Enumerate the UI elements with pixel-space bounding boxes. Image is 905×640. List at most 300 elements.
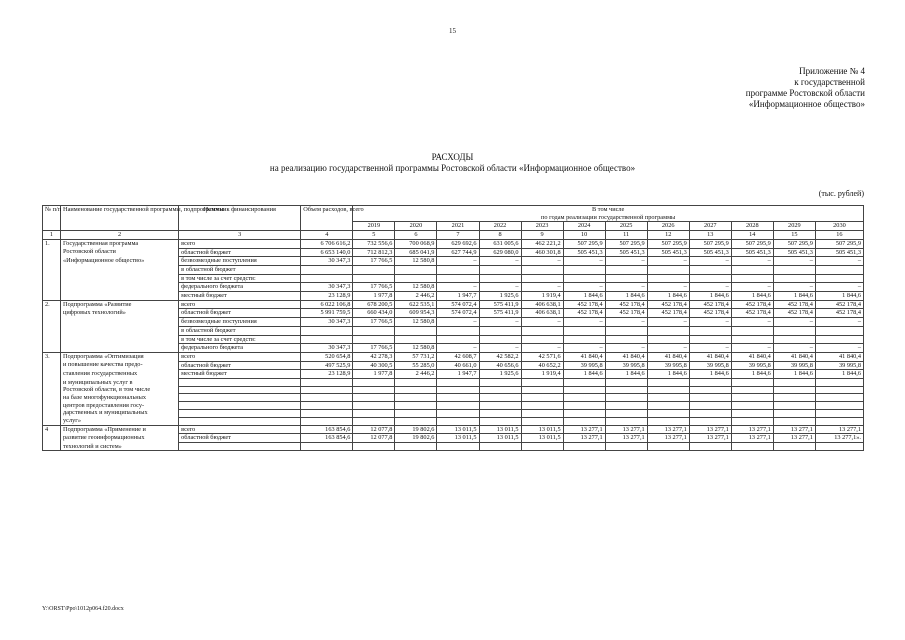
table-row <box>43 394 864 402</box>
year-value: 41 840,4 <box>773 352 815 361</box>
year-value: 42 571,6 <box>521 352 563 361</box>
year-value: – <box>773 283 815 292</box>
year-value: 732 556,6 <box>353 239 395 248</box>
year-value <box>353 386 395 394</box>
year-value: 507 295,9 <box>605 239 647 248</box>
year-header: 2030 <box>815 222 863 231</box>
year-header: 2029 <box>773 222 815 231</box>
funding-source: местный бюджет <box>179 292 301 301</box>
total-value: 6 022 106,8 <box>301 300 353 309</box>
table-row <box>43 417 864 425</box>
year-value: 13 277,1 <box>605 434 647 443</box>
year-value <box>815 417 863 425</box>
year-value <box>689 417 731 425</box>
total-value: 5 991 759,5 <box>301 309 353 318</box>
year-value <box>437 379 479 387</box>
year-value <box>479 409 521 417</box>
program-name: дарственных и муниципальных <box>61 409 179 417</box>
year-value: 13 011,5 <box>479 425 521 434</box>
year-value: 13 277,1 <box>689 434 731 443</box>
funding-source: в том числе за счет средств: <box>179 274 301 283</box>
year-value <box>773 335 815 344</box>
funding-source: всего <box>179 425 301 434</box>
year-value: 41 840,4 <box>689 352 731 361</box>
program-name: Государственная программа <box>61 239 179 248</box>
year-value <box>353 409 395 417</box>
column-index: 9 <box>521 231 563 240</box>
year-value <box>689 326 731 335</box>
year-value: – <box>647 344 689 353</box>
table-row <box>43 425 864 434</box>
row-number <box>43 394 61 402</box>
year-value <box>605 443 647 451</box>
year-value: 660 434,0 <box>353 309 395 318</box>
year-value: 712 812,3 <box>353 248 395 257</box>
row-number: 1. <box>43 239 61 248</box>
table-row <box>43 265 864 274</box>
year-value <box>479 326 521 335</box>
funding-source: областной бюджет <box>179 248 301 257</box>
column-index: 15 <box>773 231 815 240</box>
year-value: 460 301,8 <box>521 248 563 257</box>
table-row <box>43 239 864 248</box>
year-value: 452 178,4 <box>563 309 605 318</box>
year-value: 452 178,4 <box>647 300 689 309</box>
table-row <box>43 300 864 309</box>
year-value: 41 840,4 <box>563 352 605 361</box>
year-value: – <box>605 257 647 266</box>
program-name <box>61 283 179 292</box>
year-value <box>353 274 395 283</box>
total-value: 30 347,3 <box>301 344 353 353</box>
year-value <box>395 402 437 410</box>
program-name: услуг» <box>61 417 179 425</box>
expenses-table <box>42 205 864 451</box>
year-value: – <box>605 344 647 353</box>
year-value <box>479 265 521 274</box>
year-value: 41 840,4 <box>815 352 863 361</box>
year-value <box>689 335 731 344</box>
table-row <box>43 326 864 335</box>
year-value: – <box>437 257 479 266</box>
column-index: 4 <box>301 231 353 240</box>
header-source: Источник финансирования <box>179 206 301 231</box>
year-value: 452 178,4 <box>815 309 863 318</box>
program-name <box>61 274 179 283</box>
year-value: – <box>815 257 863 266</box>
year-value <box>731 274 773 283</box>
year-value <box>521 335 563 344</box>
units-label: (тыс. рублей) <box>818 189 864 198</box>
table-row <box>43 335 864 344</box>
year-value <box>689 409 731 417</box>
year-header: 2024 <box>563 222 605 231</box>
year-value: 39 995,8 <box>605 361 647 370</box>
year-value: 462 221,2 <box>521 239 563 248</box>
table-row <box>43 443 864 451</box>
year-value: 1 919,4 <box>521 370 563 379</box>
year-value: – <box>479 257 521 266</box>
year-value: – <box>521 344 563 353</box>
program-name: Ростовской области <box>61 248 179 257</box>
year-value <box>689 402 731 410</box>
year-value: 42 278,3 <box>353 352 395 361</box>
year-value: 452 178,4 <box>731 300 773 309</box>
year-value: 42 608,7 <box>437 352 479 361</box>
year-value: 1 844,6 <box>647 370 689 379</box>
funding-source: областной бюджет <box>179 309 301 318</box>
funding-source <box>179 417 301 425</box>
year-value <box>395 274 437 283</box>
year-header: 2023 <box>521 222 563 231</box>
year-value <box>479 443 521 451</box>
year-value <box>395 386 437 394</box>
year-value <box>521 265 563 274</box>
row-number <box>43 326 61 335</box>
row-number <box>43 292 61 301</box>
funding-source: всего <box>179 239 301 248</box>
funding-source: безвозмездные поступления <box>179 257 301 266</box>
table-row <box>43 386 864 394</box>
funding-source: в областной бюджет <box>179 326 301 335</box>
year-value <box>479 417 521 425</box>
year-value: 41 840,4 <box>605 352 647 361</box>
program-name <box>61 344 179 353</box>
year-value <box>647 386 689 394</box>
year-value: 12 580,8 <box>395 283 437 292</box>
year-value: – <box>521 318 563 327</box>
table-row <box>43 409 864 417</box>
appendix-line: Приложение № 4 <box>799 66 865 76</box>
table-row <box>43 344 864 353</box>
year-value: – <box>731 318 773 327</box>
year-value: – <box>437 283 479 292</box>
year-value <box>521 443 563 451</box>
year-value <box>563 386 605 394</box>
year-value: 505 451,3 <box>815 248 863 257</box>
row-number <box>43 370 61 379</box>
row-number <box>43 283 61 292</box>
year-value <box>521 402 563 410</box>
year-value: – <box>563 257 605 266</box>
year-value <box>437 274 479 283</box>
year-value: – <box>605 318 647 327</box>
row-number <box>43 344 61 353</box>
row-number: 2. <box>43 300 61 309</box>
funding-source: федерального бюджета <box>179 344 301 353</box>
program-name: цифровых технологий» <box>61 309 179 318</box>
year-value: 574 072,4 <box>437 300 479 309</box>
year-value: – <box>731 283 773 292</box>
year-value: 452 178,4 <box>731 309 773 318</box>
table-row <box>43 274 864 283</box>
funding-source: областной бюджет <box>179 361 301 370</box>
appendix-heading <box>690 66 865 110</box>
year-value <box>605 265 647 274</box>
header-name: Наименование государственной программы, подпрограммы <box>61 206 179 231</box>
total-value <box>301 326 353 335</box>
year-value: 452 178,4 <box>773 309 815 318</box>
column-index: 10 <box>563 231 605 240</box>
year-value <box>731 394 773 402</box>
year-value <box>605 394 647 402</box>
year-value <box>647 417 689 425</box>
funding-source <box>179 379 301 387</box>
year-value: – <box>815 318 863 327</box>
column-index: 13 <box>689 231 731 240</box>
year-value <box>437 417 479 425</box>
year-value: 1 947,7 <box>437 370 479 379</box>
header-num: № п/п <box>43 206 61 231</box>
year-value: 452 178,4 <box>647 309 689 318</box>
year-value: 1 844,6 <box>731 370 773 379</box>
table-row <box>43 257 864 266</box>
funding-source <box>179 386 301 394</box>
year-value: 13 277,1 <box>773 434 815 443</box>
year-value: 505 451,3 <box>605 248 647 257</box>
column-index: 12 <box>647 231 689 240</box>
table-row <box>43 402 864 410</box>
file-path-footer: Y:\ORST\Ppo\1012p064.f20.docx <box>42 606 124 612</box>
year-value: 575 411,9 <box>479 309 521 318</box>
year-value: 1 925,6 <box>479 292 521 301</box>
table-row <box>43 318 864 327</box>
funding-source: областной бюджет <box>179 434 301 443</box>
year-value <box>395 394 437 402</box>
program-name: развитие геоинформационных <box>61 434 179 443</box>
column-index: 11 <box>605 231 647 240</box>
year-value <box>521 417 563 425</box>
year-value <box>815 326 863 335</box>
year-value: 40 300,5 <box>353 361 395 370</box>
total-value: 30 347,3 <box>301 257 353 266</box>
year-value <box>773 326 815 335</box>
table-header <box>43 206 864 240</box>
year-value: 19 802,6 <box>395 425 437 434</box>
year-value: 12 580,8 <box>395 257 437 266</box>
year-value: 505 451,3 <box>689 248 731 257</box>
funding-source <box>179 402 301 410</box>
row-number <box>43 409 61 417</box>
program-name: Подпрограмма «Развитие <box>61 300 179 309</box>
row-number <box>43 318 61 327</box>
year-value: 1 844,6 <box>689 370 731 379</box>
year-value <box>815 443 863 451</box>
year-value <box>773 409 815 417</box>
year-value: 40 661,0 <box>437 361 479 370</box>
year-value <box>647 379 689 387</box>
total-value: 23 128,9 <box>301 292 353 301</box>
table-row <box>43 379 864 387</box>
table-row <box>43 434 864 443</box>
year-value: 17 766,5 <box>353 283 395 292</box>
year-value: – <box>605 283 647 292</box>
table-row <box>43 292 864 301</box>
year-value: 12 580,8 <box>395 344 437 353</box>
funding-source <box>179 409 301 417</box>
year-value: 13 277,1 <box>563 434 605 443</box>
year-value <box>647 335 689 344</box>
year-value <box>773 443 815 451</box>
row-number: 3. <box>43 352 61 361</box>
year-value <box>437 386 479 394</box>
year-value <box>605 417 647 425</box>
year-value <box>563 326 605 335</box>
year-value: 13 011,5 <box>479 434 521 443</box>
total-value: 163 854,6 <box>301 434 353 443</box>
year-value: 1 844,6 <box>563 370 605 379</box>
year-value <box>395 443 437 451</box>
total-value <box>301 274 353 283</box>
year-value <box>647 274 689 283</box>
year-value: 507 295,9 <box>731 239 773 248</box>
year-value <box>563 443 605 451</box>
year-value: 13 277,1 <box>647 434 689 443</box>
header-group-line1: В том числе <box>353 206 864 214</box>
program-name: технологий и систем» <box>61 443 179 451</box>
year-value: 452 178,4 <box>815 300 863 309</box>
year-value: – <box>521 283 563 292</box>
appendix-line: программе Ростовской области <box>745 88 865 98</box>
year-value: 1 844,6 <box>689 292 731 301</box>
year-value <box>605 335 647 344</box>
year-value: – <box>479 283 521 292</box>
year-value: 13 277,1 <box>563 425 605 434</box>
year-value <box>815 265 863 274</box>
year-value <box>353 402 395 410</box>
year-value: 1 844,6 <box>731 292 773 301</box>
program-name <box>61 292 179 301</box>
total-value: 30 347,3 <box>301 283 353 292</box>
year-value <box>647 402 689 410</box>
table-row <box>43 309 864 318</box>
total-value <box>301 379 353 387</box>
year-value: – <box>731 344 773 353</box>
year-value: 41 840,4 <box>731 352 773 361</box>
year-value <box>437 409 479 417</box>
year-value <box>731 409 773 417</box>
year-value <box>437 326 479 335</box>
row-number <box>43 434 61 443</box>
year-value <box>521 409 563 417</box>
year-value: 1 925,6 <box>479 370 521 379</box>
year-value: 13 277,1 <box>605 425 647 434</box>
program-name <box>61 265 179 274</box>
row-number <box>43 257 61 266</box>
year-value <box>563 409 605 417</box>
year-value: 452 178,4 <box>605 309 647 318</box>
total-value <box>301 394 353 402</box>
year-value: 57 731,2 <box>395 352 437 361</box>
year-value: 12 077,8 <box>353 434 395 443</box>
year-value: 629 080,0 <box>479 248 521 257</box>
year-value <box>563 394 605 402</box>
program-name <box>61 318 179 327</box>
year-value: 631 005,6 <box>479 239 521 248</box>
year-value: – <box>731 257 773 266</box>
year-value <box>773 274 815 283</box>
funding-source: в областной бюджет <box>179 265 301 274</box>
year-value: 622 535,1 <box>395 300 437 309</box>
year-value: – <box>437 318 479 327</box>
year-value <box>815 274 863 283</box>
year-value <box>395 265 437 274</box>
year-value: 13 277,1 <box>689 425 731 434</box>
year-value: 41 840,4 <box>647 352 689 361</box>
year-value <box>773 402 815 410</box>
year-value: 452 178,4 <box>773 300 815 309</box>
year-value: 40 656,6 <box>479 361 521 370</box>
column-index: 14 <box>731 231 773 240</box>
year-value: 507 295,9 <box>563 239 605 248</box>
program-name: и муниципальных услуг в <box>61 379 179 387</box>
funding-source: федерального бюджета <box>179 283 301 292</box>
year-value: 39 995,8 <box>731 361 773 370</box>
year-value <box>353 335 395 344</box>
year-value: 39 995,8 <box>647 361 689 370</box>
year-value: – <box>773 257 815 266</box>
year-value <box>479 402 521 410</box>
funding-source: всего <box>179 352 301 361</box>
header-indexes <box>43 231 864 240</box>
year-value <box>731 379 773 387</box>
year-value: 42 582,2 <box>479 352 521 361</box>
year-value <box>689 386 731 394</box>
year-value <box>353 265 395 274</box>
year-value <box>815 394 863 402</box>
year-value <box>815 335 863 344</box>
year-value: 2 446,2 <box>395 292 437 301</box>
year-value <box>647 265 689 274</box>
header-total: Объем расходов, всего <box>301 206 353 231</box>
year-value: 1 844,6 <box>815 370 863 379</box>
year-value <box>689 379 731 387</box>
year-value: 40 652,2 <box>521 361 563 370</box>
year-header: 2027 <box>689 222 731 231</box>
year-value: 1 844,6 <box>773 370 815 379</box>
total-value: 163 854,6 <box>301 425 353 434</box>
total-value <box>301 265 353 274</box>
year-value <box>815 379 863 387</box>
year-value: 406 638,1 <box>521 300 563 309</box>
year-value: 452 178,4 <box>563 300 605 309</box>
year-value <box>731 443 773 451</box>
year-value <box>521 386 563 394</box>
year-value: 13 277,1 <box>773 425 815 434</box>
year-value: 1 844,6 <box>563 292 605 301</box>
year-value: – <box>689 344 731 353</box>
table-row <box>43 283 864 292</box>
table-body <box>43 239 864 451</box>
year-value <box>437 265 479 274</box>
program-name: Подпрограмма «Оптимизация <box>61 352 179 361</box>
year-value <box>437 402 479 410</box>
year-value <box>605 274 647 283</box>
year-value: – <box>689 283 731 292</box>
program-name: центров предоставления госу- <box>61 402 179 410</box>
year-value: 505 451,3 <box>563 248 605 257</box>
year-header: 2028 <box>731 222 773 231</box>
year-value <box>689 274 731 283</box>
year-value <box>353 326 395 335</box>
year-value <box>689 394 731 402</box>
row-number: 4 <box>43 425 61 434</box>
year-value <box>563 402 605 410</box>
year-value <box>647 443 689 451</box>
year-value: 406 638,1 <box>521 309 563 318</box>
column-index: 16 <box>815 231 863 240</box>
year-value <box>563 265 605 274</box>
